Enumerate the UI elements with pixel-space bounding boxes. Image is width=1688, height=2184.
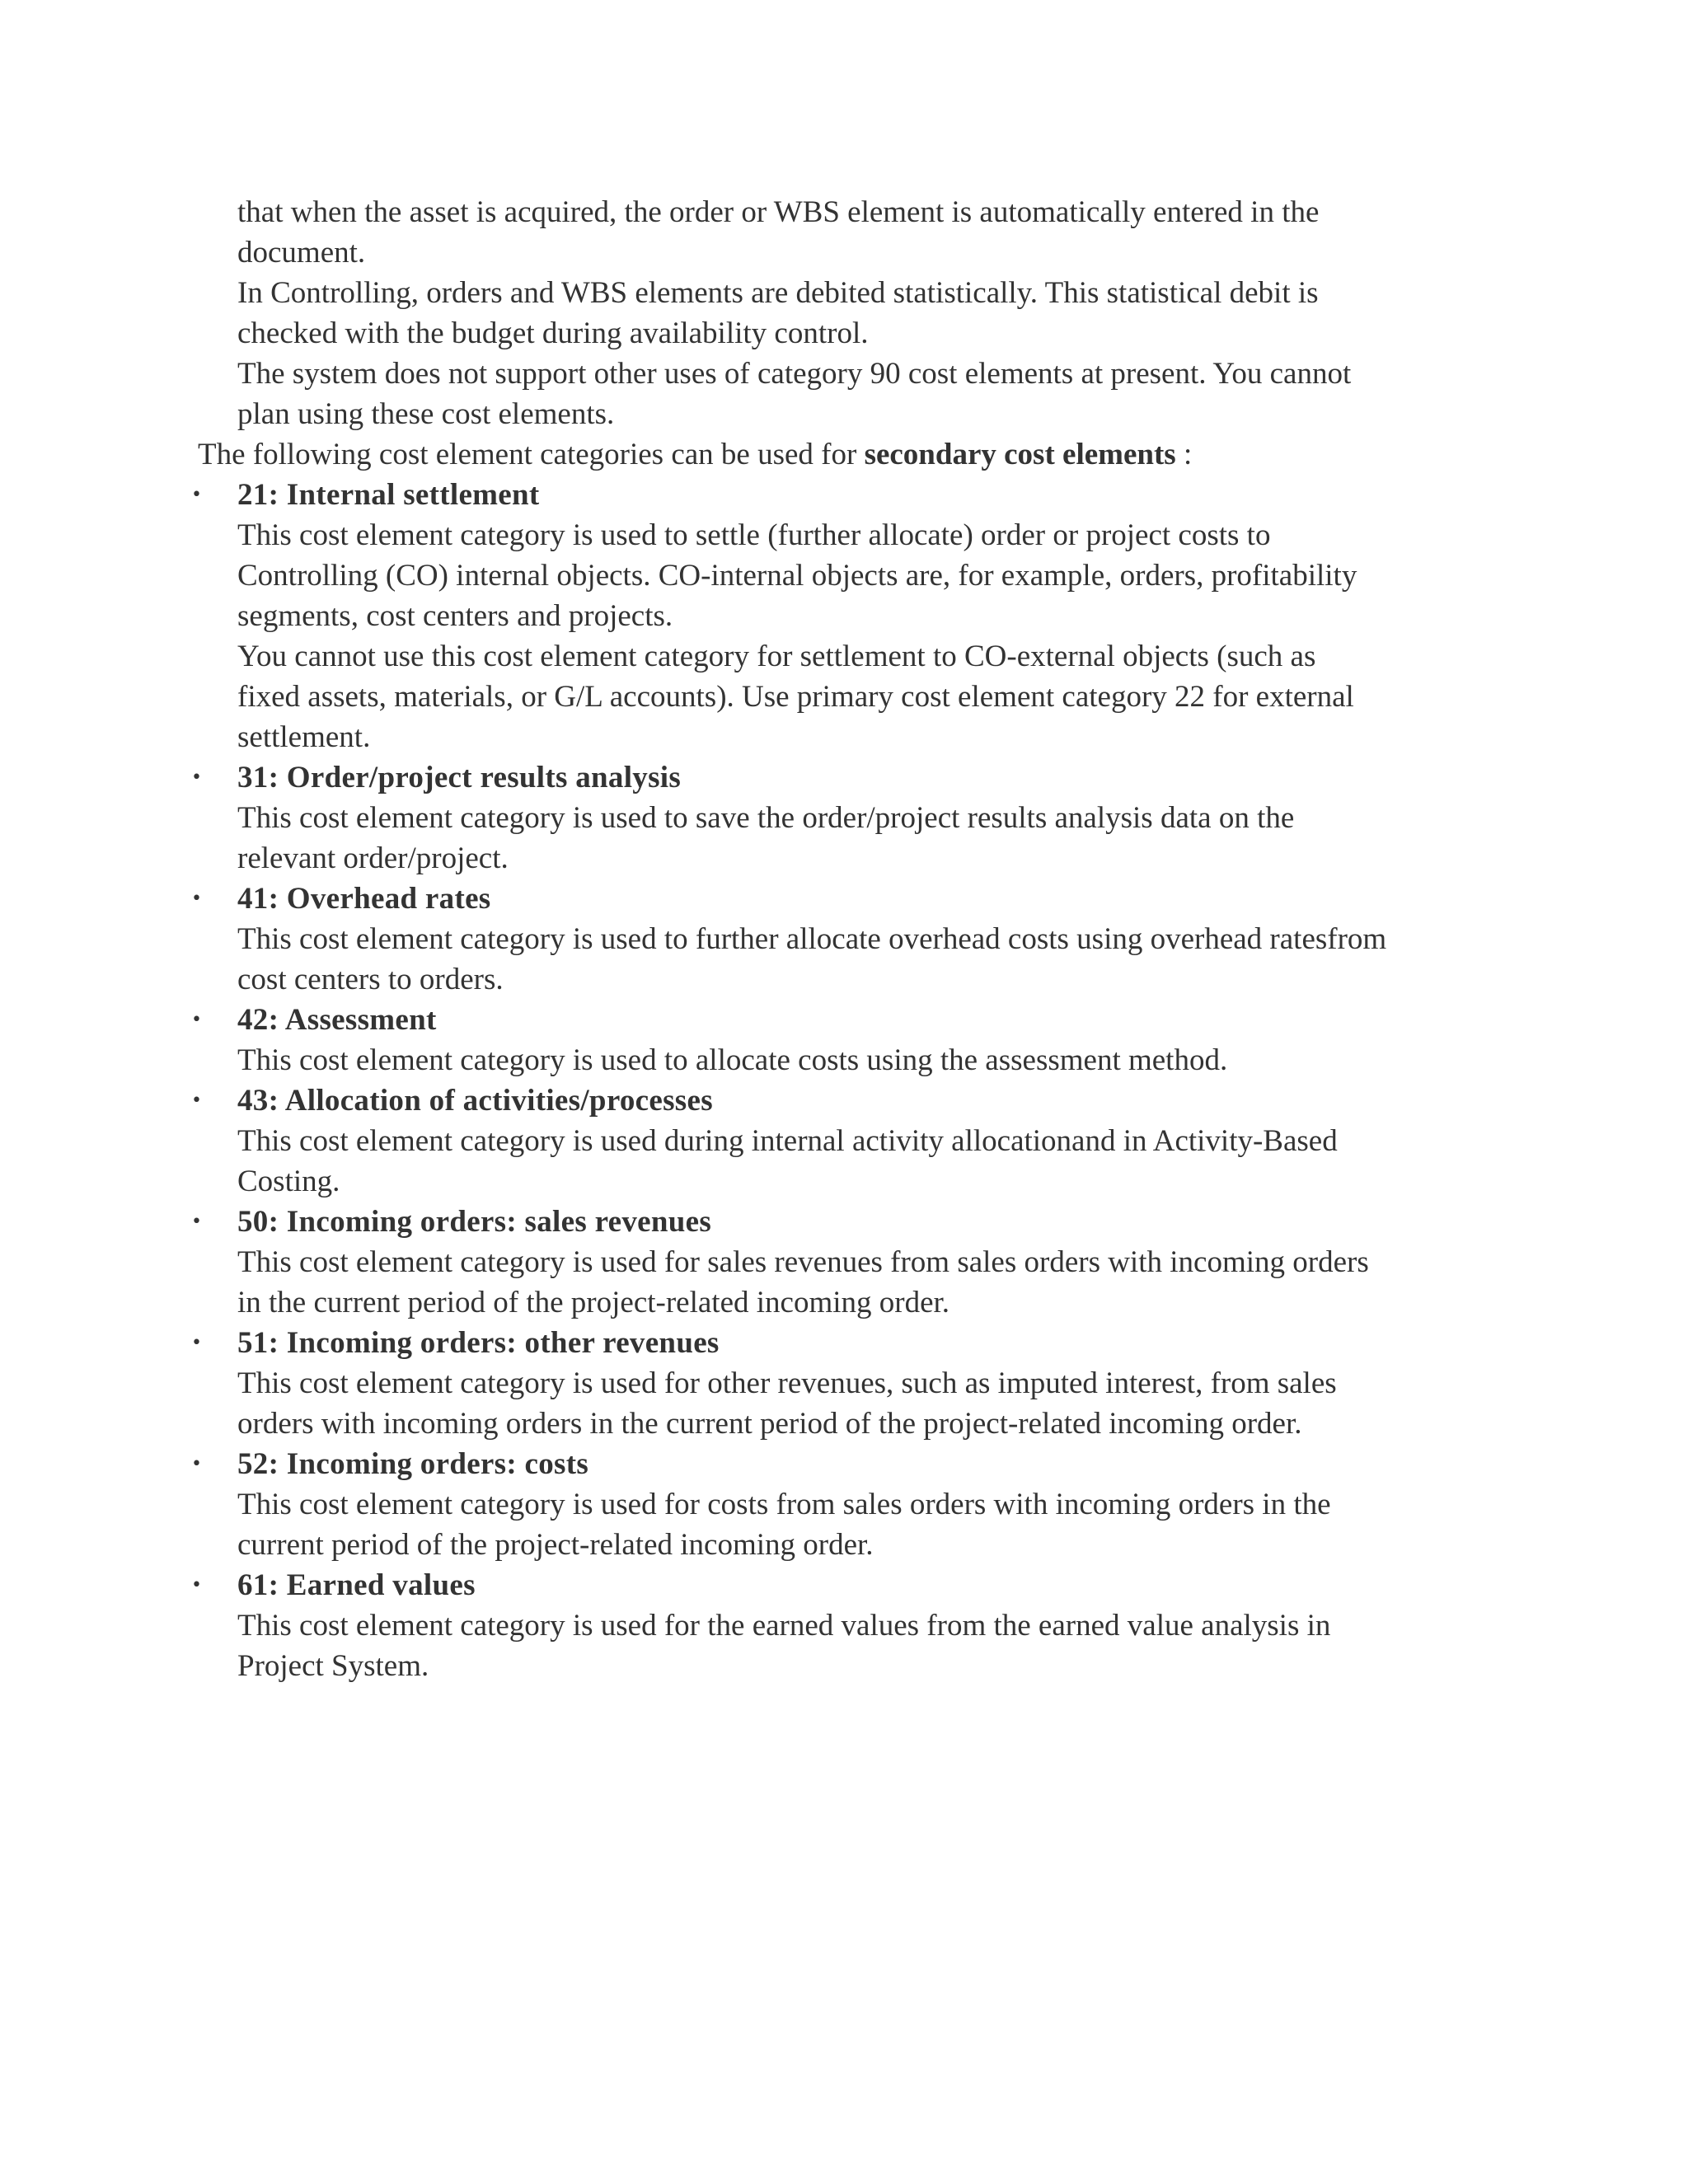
category-description-line: This cost element category is used for the earned values from the earned value analysis in: [237, 1609, 1331, 1643]
category-heading-row: [0, 1080, 1688, 1121]
category-heading: 52: Incoming orders: costs: [237, 1447, 589, 1481]
bullet-icon: •: [191, 1090, 202, 1111]
intro-bold-term: secondary cost elements: [864, 438, 1176, 471]
category-description-line: cost centers to orders.: [237, 963, 504, 996]
category-description-line: This cost element category is used to allocate costs using the assessment method.: [237, 1043, 1228, 1077]
category-item: [0, 879, 1688, 1000]
intro-suffix: :: [1175, 438, 1193, 471]
category-description-line: Costing.: [237, 1165, 340, 1198]
category-description-line: in the current period of the project-related incoming order.: [237, 1286, 950, 1319]
category-description-line: segments, cost centers and projects.: [237, 599, 673, 633]
paragraph-line: checked with the budget during availability control.: [237, 316, 869, 350]
category-item: [0, 1444, 1688, 1565]
bullet-icon: •: [191, 1212, 202, 1232]
category-heading-row: [0, 879, 1688, 919]
category-heading-row: [0, 1000, 1688, 1040]
category-description-line: This cost element category is used for other revenues, such as imputed interest, from sales: [237, 1366, 1337, 1400]
bullet-icon: •: [191, 1575, 202, 1596]
category-description-line: current period of the project-related incoming order.: [237, 1528, 874, 1562]
intro-sentence: [0, 434, 1688, 475]
category-item: [0, 475, 1688, 757]
category-heading: 21: Internal settlement: [237, 478, 540, 512]
bullet-icon: •: [191, 1454, 202, 1474]
category-item: [0, 1000, 1688, 1080]
bullet-icon: •: [191, 767, 202, 788]
page-body: [0, 192, 1688, 1686]
category-heading: 31: Order/project results analysis: [237, 761, 682, 794]
category-description-line: This cost element category is used to settle (further allocate) order or project costs to: [237, 518, 1271, 552]
paragraph-line: The system does not support other uses of category 90 cost elements at present. You cannot: [237, 357, 1352, 391]
category-description-line: fixed assets, materials, or G/L accounts). Use primary cost element category 22 for external: [237, 680, 1354, 714]
category-item: [0, 1080, 1688, 1202]
bullet-icon: •: [191, 485, 202, 505]
category-heading-row: [0, 1202, 1688, 1242]
category-heading: 50: Incoming orders: sales revenues: [237, 1205, 712, 1239]
category-description-line: This cost element category is used to further allocate overhead costs using overhead ratesfrom: [237, 922, 1387, 956]
bullet-icon: •: [191, 1010, 202, 1030]
category-description-line: settlement.: [237, 720, 371, 754]
category-description-line: relevant order/project.: [237, 841, 509, 875]
category-item: [0, 1202, 1688, 1323]
paragraph-line: that when the asset is acquired, the order or WBS element is automatically entered in the: [237, 195, 1320, 229]
category-item: [0, 1323, 1688, 1444]
paragraph-line: plan using these cost elements.: [237, 397, 615, 431]
category-description-line: This cost element category is used for costs from sales orders with incoming orders in the: [237, 1488, 1331, 1521]
bullet-icon: •: [191, 1333, 202, 1353]
category-description-line: orders with incoming orders in the current period of the project-related incoming order.: [237, 1407, 1302, 1441]
category-item: [0, 757, 1688, 879]
category-description-line: This cost element category is used to save the order/project results analysis data on the: [237, 801, 1295, 835]
category-heading: 41: Overhead rates: [237, 882, 491, 916]
intro-text: The following cost element categories can be used for: [198, 438, 865, 471]
category-description-line: This cost element category is used during internal activity allocationand in Activity-Based: [237, 1124, 1338, 1158]
category-heading: 43: Allocation of activities/processes: [237, 1084, 713, 1118]
category-item: [0, 1565, 1688, 1686]
category-description-line: This cost element category is used for sales revenues from sales orders with incoming orders: [237, 1245, 1369, 1279]
category-heading: 61: Earned values: [237, 1568, 476, 1602]
paragraph-line: document.: [237, 236, 366, 269]
category-description-line: Project System.: [237, 1649, 429, 1683]
category-heading: 51: Incoming orders: other revenues: [237, 1326, 720, 1360]
bullet-icon: •: [191, 888, 202, 909]
category-heading: 42: Assessment: [237, 1003, 437, 1037]
category-heading-row: [0, 475, 1688, 515]
paragraph-line: In Controlling, orders and WBS elements are debited statistically. This statistical debit is: [237, 276, 1319, 310]
category-heading-row: [0, 1323, 1688, 1363]
category-description-line: You cannot use this cost element category for settlement to CO-external objects (such as: [237, 640, 1316, 673]
category-heading-row: [0, 1565, 1688, 1605]
category-heading-row: [0, 1444, 1688, 1484]
category-description-line: Controlling (CO) internal objects. CO-internal objects are, for example, orders, profitability: [237, 559, 1357, 593]
continuation-block: [0, 192, 1688, 434]
category-heading-row: [0, 757, 1688, 798]
